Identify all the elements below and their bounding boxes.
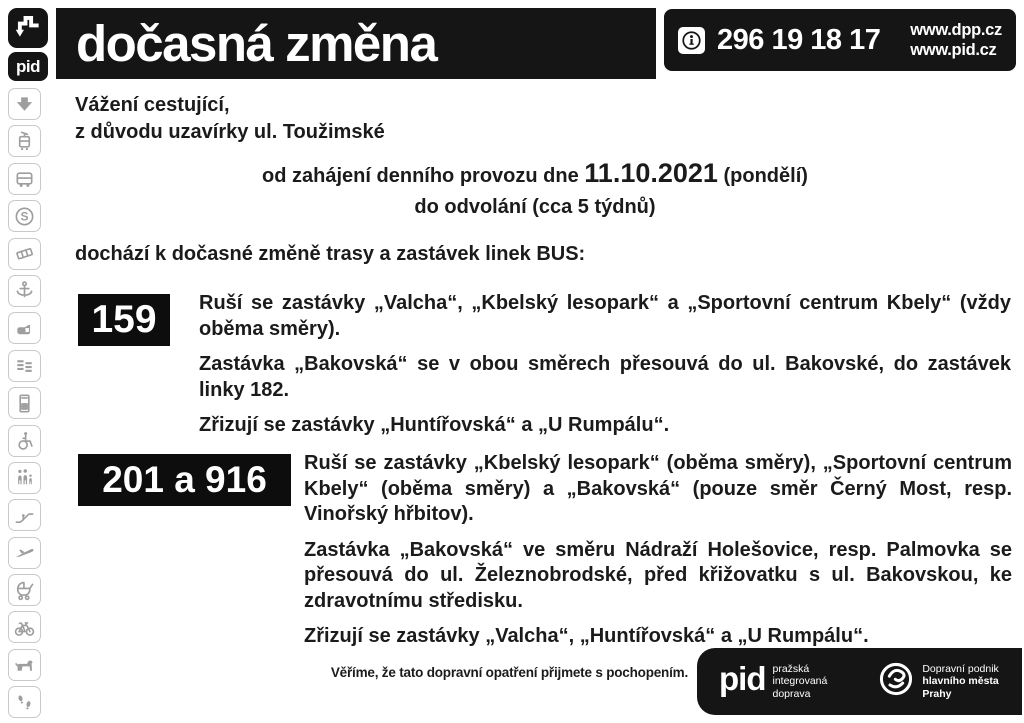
validity-suffix: (pondělí) [723,165,808,187]
escalator-icon [8,499,41,531]
line-159-paragraph-1: Ruší se zastávky „Valcha“, „Kbelský lesopark“ a „Sportovní centrum Kbely“ (vždy oběma směry). [199,292,1011,340]
hand-ticket-icon [8,312,41,344]
change-intro-line: dochází k dočasné změně trasy a zastávek linek BUS: [75,243,586,265]
line-159-paragraph-2: Zastávka „Bakovská“ se v obou směrech přesouvá do ul. Bakovské, do zastávek linky 182. [199,353,1011,401]
airplane-icon [8,537,41,569]
footer-logo-bar [697,648,1022,715]
line-badge-159: 159 [78,294,170,346]
greeting-line-1: Vážení cestující, [75,94,230,116]
ticket-machine-icon [8,387,41,419]
dpp-logo-icon [877,660,915,703]
pid-badge-label: pid [16,56,40,76]
pid-badge [8,52,48,81]
validity-prefix: od zahájení denního provozu dne [262,165,579,187]
transport-mode-icon-strip [8,88,41,718]
pid-tagline-line-2: doprava [772,687,811,700]
pid-tagline-line-1: pražská integrovaná [772,662,828,688]
dpp-name-line-2: hlavního města Prahy [922,675,999,700]
detour-arrow-icon [13,11,43,46]
page-title: dočasná změna [76,15,437,72]
line-201-916-paragraphs [304,451,1012,660]
validity-date: 11.10.2021 [584,158,718,188]
line-201-916-paragraph-1: Ruší se zastávky „Kbelský lesopark“ (oběma směry), „Sportovní centrum Kbely“ (oběma směry) a „Bakovská“ (pouze směr Černý Most, resp. Vinořský hřbitov). [304,452,1012,525]
funicular-icon [8,238,41,270]
greeting-block [75,92,385,146]
detour-symbol-tile [8,8,48,48]
validity-line-2: do odvolání (cca 5 týdnů) [414,196,656,218]
wheelchair-icon [8,425,41,457]
bicycle-icon [8,611,41,643]
url-dpp: www.dpp.cz [910,21,1002,39]
info-phone-number: 296 19 18 17 [717,23,881,56]
crossing-stripes-icon [8,350,41,382]
pid-tagline [772,663,859,701]
line-159-paragraphs [199,291,1011,449]
family-icon [8,462,41,494]
website-urls [910,20,1002,60]
closing-note: Věříme, že tato dopravní opatření přijmete s pochopením. [330,665,688,680]
info-contact-box [664,9,1016,71]
dog-icon [8,649,41,681]
line-159-paragraph-3: Zřizují se zastávky „Huntířovská“ a „U Rumpálu“. [199,414,670,436]
url-pid: www.pid.cz [910,41,997,59]
tram-icon [8,125,41,157]
validity-line-1 [60,158,1010,189]
line-201-916-paragraph-3: Zřizují se zastávky „Valcha“, „Huntířovská“ a „U Rumpálu“. [304,625,869,647]
dpp-name-line-1: Dopravní podnik [922,662,999,675]
line-201-916-paragraph-2: Zastávka „Bakovská“ ve směru Nádraží Holešovice, resp. Palmovka se přesouvá do ul. Železnobrodské, před křižovatku s ul. Bakovskou, ke zdravotnímu středisku. [304,538,1012,612]
dpp-name [922,663,1022,701]
pid-logo: pid [719,660,766,697]
metro-icon [8,88,41,120]
anchor-ferry-icon [8,275,41,307]
footprints-icon [8,686,41,718]
title-banner [56,8,656,79]
bus-icon [8,163,41,195]
svg-text:S: S [20,209,29,224]
s-train-icon [8,200,41,232]
greeting-line-2: z důvodu uzavírky ul. Toužimské [75,121,385,143]
info-icon [678,27,705,54]
line-badge-201-916: 201 a 916 [78,454,291,506]
stroller-icon [8,574,41,606]
